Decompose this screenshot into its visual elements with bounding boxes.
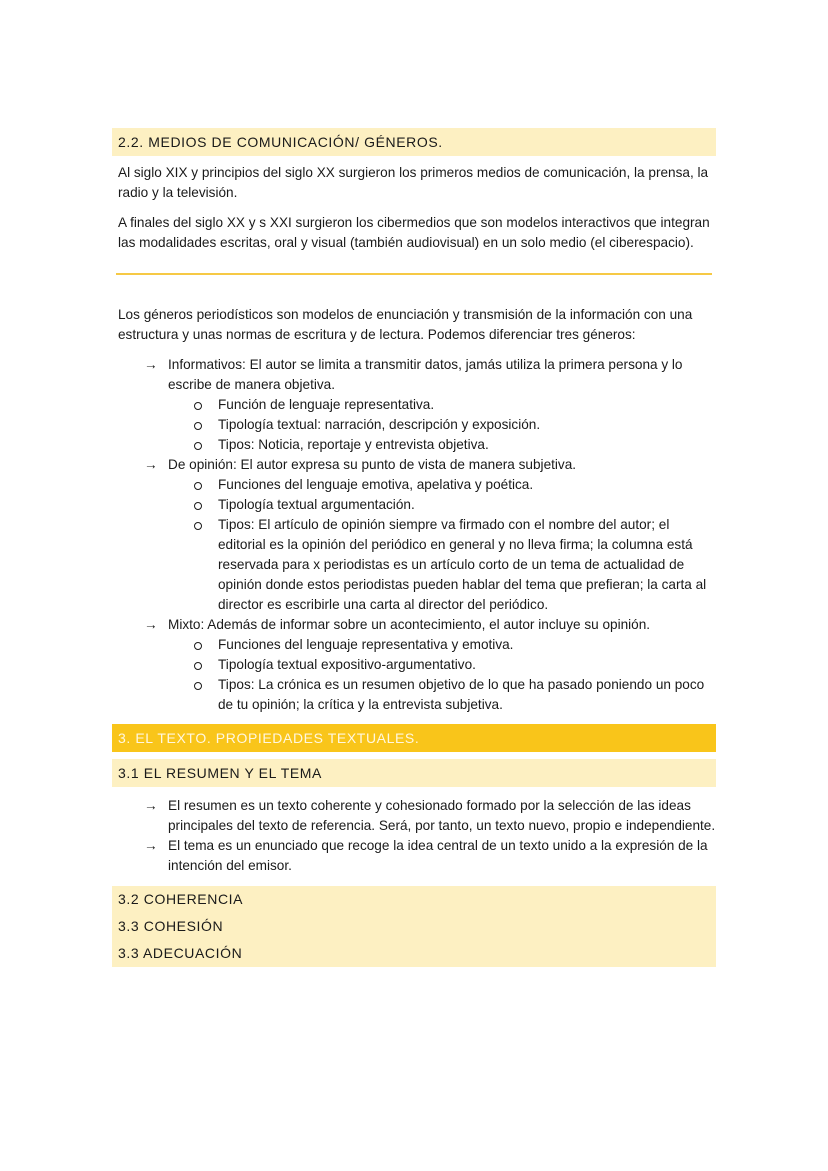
- arrow-bullet-icon: →: [144, 357, 158, 372]
- list-item-text: Tipología textual: narración, descripción y exposición.: [218, 417, 541, 432]
- list-item-text: Tipología textual argumentación.: [218, 497, 415, 512]
- circle-bullet-icon: [194, 522, 202, 530]
- list-item-text: El tema es un enunciado que recoge la idea central de un texto unido a la expresión de la intención del emisor.: [168, 838, 708, 873]
- genre-mixto: [112, 615, 716, 715]
- heading-3-2: 3.2 COHERENCIA: [112, 886, 716, 913]
- sublist: [168, 635, 716, 715]
- genres-list: [112, 355, 716, 715]
- arrow-bullet-icon: →: [144, 617, 158, 632]
- circle-bullet-icon: [194, 682, 202, 690]
- list-item-text: Función de lenguaje representativa.: [218, 397, 435, 412]
- resumen-list: [112, 796, 716, 876]
- arrow-bullet-icon: →: [144, 798, 158, 813]
- list-item: [168, 395, 716, 415]
- genre-informativos: [112, 355, 716, 455]
- genre-text: De opinión: El autor expresa su punto de vista de manera subjetiva.: [168, 457, 577, 472]
- arrow-bullet-icon: →: [144, 838, 158, 853]
- list-item-text: El resumen es un texto coherente y cohesionado formado por la selección de las ideas principales del texto de referencia. Será, por tanto, un texto nuevo, propio e independiente.: [168, 798, 716, 833]
- genre-text: Informativos: El autor se limita a transmitir datos, jamás utiliza la primera persona y lo escribe de manera objetiva.: [168, 357, 683, 392]
- heading-3-3-adecuacion: 3.3 ADECUACIÓN: [112, 940, 716, 967]
- heading-3-1: 3.1 EL RESUMEN Y EL TEMA: [112, 759, 716, 787]
- list-item: [168, 635, 716, 655]
- genre-opinion: [112, 455, 716, 615]
- list-item-text: Funciones del lenguaje emotiva, apelativa y poética.: [218, 477, 534, 492]
- heading-3-3-cohesion: 3.3 COHESIÓN: [112, 913, 716, 940]
- heading-3: 3. EL TEXTO. PROPIEDADES TEXTUALES.: [112, 724, 716, 752]
- paragraph-cibermedios: A finales del siglo XX y s XXI surgieron los cibermedios que son modelos interactivos que integran las modalidades escritas, oral y visual (también audiovisual) en un solo medio (el ciberespacio).: [118, 215, 710, 250]
- arrow-bullet-icon: →: [144, 457, 158, 472]
- circle-bullet-icon: [194, 422, 202, 430]
- list-item-text: Tipos: El artículo de opinión siempre va firmado con el nombre del autor; el editorial es la opinión del periódico en general y no lleva firma; la columna está reservada para x periodistas es un artículo corto de un tema de actualidad de opinión donde estos periodistas pueden hablar del tema que prefieran; la carta al director es escribirle una carta al director del periódico.: [218, 517, 707, 612]
- paragraph-media-origins: Al siglo XIX y principios del siglo XX surgieron los primeros medios de comunicación, la prensa, la radio y la televisión.: [118, 165, 709, 200]
- list-item: [112, 796, 716, 836]
- list-item: [168, 475, 716, 495]
- list-item: [168, 675, 716, 715]
- list-item: [168, 415, 716, 435]
- circle-bullet-icon: [194, 402, 202, 410]
- circle-bullet-icon: [194, 502, 202, 510]
- list-item-text: Tipos: La crónica es un resumen objetivo de lo que ha pasado poniendo un poco de tu opinión; la crítica y la entrevista subjetiva.: [218, 677, 705, 712]
- circle-bullet-icon: [194, 662, 202, 670]
- document-page: [112, 0, 716, 967]
- list-item-text: Funciones del lenguaje representativa y emotiva.: [218, 637, 514, 652]
- heading-2-2: 2.2. MEDIOS DE COMUNICACIÓN/ GÉNEROS.: [112, 128, 716, 156]
- list-item-text: Tipología textual expositivo-argumentativo.: [218, 657, 476, 672]
- circle-bullet-icon: [194, 642, 202, 650]
- list-item: [168, 495, 716, 515]
- list-item-text: Tipos: Noticia, reportaje y entrevista objetiva.: [218, 437, 489, 452]
- list-item: [168, 435, 716, 455]
- circle-bullet-icon: [194, 442, 202, 450]
- list-item: [168, 515, 716, 615]
- list-item: [168, 655, 716, 675]
- sublist: [168, 395, 716, 455]
- circle-bullet-icon: [194, 482, 202, 490]
- genre-text: Mixto: Además de informar sobre un acontecimiento, el autor incluye su opinión.: [168, 617, 651, 632]
- sublist: [168, 475, 716, 615]
- list-item: [112, 836, 716, 876]
- paragraph-genres-intro: Los géneros periodísticos son modelos de enunciación y transmisión de la información con una estructura y unas normas de escritura y de lectura. Podemos diferenciar tres géneros:: [118, 307, 693, 342]
